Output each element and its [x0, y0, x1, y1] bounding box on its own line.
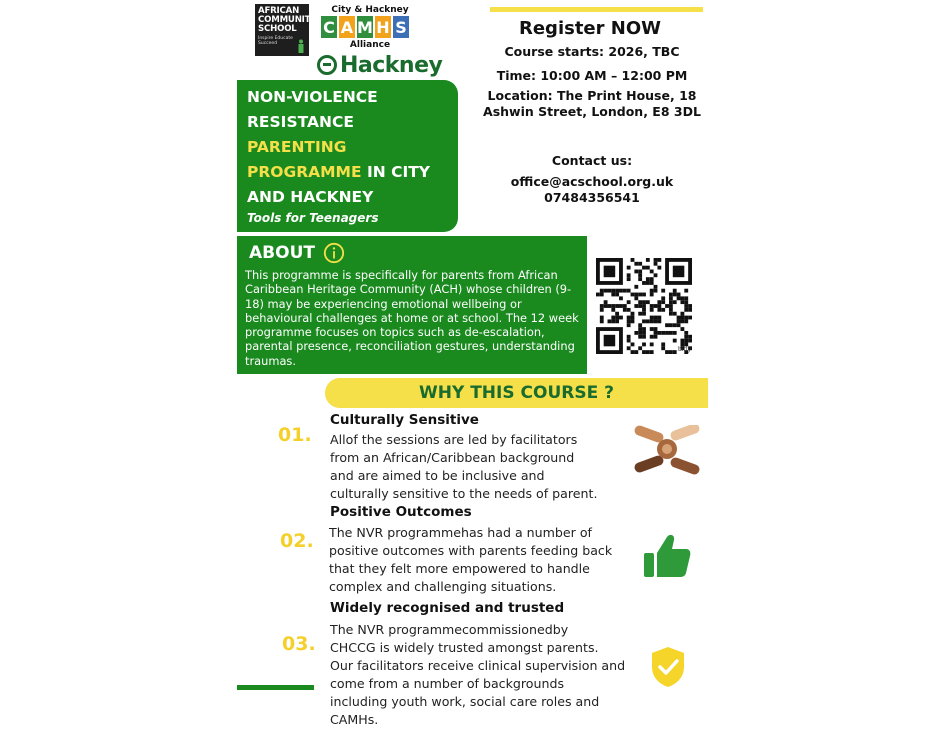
item-text-line: including youth work, social care roles and	[330, 694, 600, 709]
item-text-line: Allof the sessions are led by facilitators	[330, 432, 578, 447]
acs-logo-tagline: Inspire Educate Succeed	[258, 36, 293, 46]
item-text-line: come from a number of backgrounds	[330, 676, 565, 691]
location-line-2: Ashwin Street, London, E8 3DL	[483, 104, 701, 119]
item-text-line: CAMHs.	[330, 712, 379, 727]
register-top-rule	[490, 7, 703, 12]
footer-accent-bar	[237, 685, 314, 690]
item-text-line: complex and challenging situations.	[329, 579, 557, 594]
camhs-letter: C	[321, 16, 337, 38]
camhs-letter: M	[357, 17, 373, 37]
hackney-mark-icon	[317, 55, 337, 75]
person-icon	[296, 39, 306, 53]
about-text: This programme is specifically for parents from African Caribbean Heritage Community (ACH) whose children (9- 18) may be experiencing emotional wellbeing or behavioural challenges at home or at school. The 12 week programme focuses on topics such as de-escalation, parental presence, reconciliation gestures, understanding traumas.	[245, 268, 579, 368]
item-text-line: The NVR programmehas had a number of	[329, 525, 592, 540]
qr-caption: bitly	[678, 346, 692, 353]
camhs-logo	[321, 16, 409, 38]
item-text-line: culturally sensitive to the needs of parent.	[330, 486, 598, 501]
camhs-letter: S	[393, 16, 409, 38]
course-time: Time: 10:00 AM – 12:00 PM	[496, 68, 688, 83]
contact-label: Contact us:	[551, 153, 633, 168]
camhs-alliance-label: Alliance	[349, 40, 391, 50]
course-start: Course starts: 2026, TBC	[504, 44, 680, 59]
headline-line: PARENTING	[247, 138, 347, 156]
camhs-letter: A	[340, 17, 354, 37]
item-title: Widely recognised and trusted	[330, 600, 565, 616]
headline-box	[237, 80, 458, 232]
item-text-line: The NVR programmecommissionedby	[330, 622, 569, 637]
qr-code[interactable]	[596, 258, 692, 354]
info-icon	[323, 242, 345, 264]
item-title: Culturally Sensitive	[330, 412, 479, 428]
item-text-line: CHCCG is widely trusted amongst parents.	[330, 640, 599, 655]
item-number: 01.	[278, 424, 312, 446]
item-text-line: and are aimed to be inclusive and	[330, 468, 545, 483]
headline-line: AND HACKNEY	[247, 188, 374, 206]
item-number: 03.	[282, 633, 316, 655]
contact-phone[interactable]: 07484356541	[544, 190, 640, 205]
camhs-letter: H	[376, 17, 390, 37]
african-community-school-logo	[255, 4, 317, 56]
hackney-logo	[317, 52, 442, 78]
camhs-top-label: City & Hackney	[331, 5, 409, 15]
hackney-wordmark: Hackney	[340, 52, 443, 78]
item-title: Positive Outcomes	[330, 504, 472, 520]
about-heading: ABOUT	[249, 243, 315, 263]
location-line-1: Location: The Print House, 18	[487, 88, 697, 103]
why-banner: WHY THIS COURSE ?	[325, 378, 708, 408]
headline-highlight: PROGRAMME	[247, 163, 362, 181]
headline-subtitle: Tools for Teenagers	[247, 211, 379, 225]
contact-email[interactable]: office@acschool.org.uk	[510, 174, 674, 189]
register-title: Register NOW	[518, 18, 661, 39]
item-text-line: positive outcomes with parents feeding back	[329, 543, 613, 558]
headline-line: IN CITY	[361, 163, 431, 181]
joined-hands-icon	[632, 425, 702, 475]
headline-line: NON-VIOLENCE	[247, 88, 378, 106]
thumbs-up-icon	[642, 531, 692, 581]
item-text-line: that they felt more empowered to handle	[329, 561, 590, 576]
item-text-line: Our facilitators receive clinical supervision and	[330, 658, 626, 673]
item-number: 02.	[280, 530, 314, 552]
shield-check-icon	[649, 645, 687, 689]
headline-line: RESISTANCE	[247, 113, 354, 131]
acs-logo-name: AFRICAN COMMUNITY SCHOOL	[258, 6, 317, 34]
about-section	[237, 236, 587, 374]
item-text-line: from an African/Caribbean background	[330, 450, 575, 465]
